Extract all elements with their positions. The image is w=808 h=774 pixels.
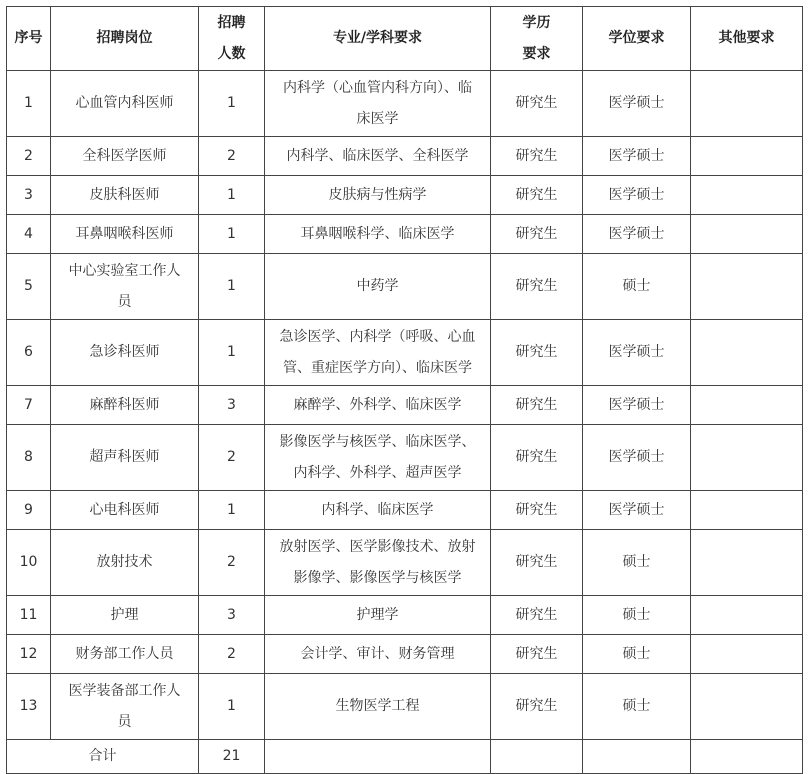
cell-education: 研究生 [491,491,583,530]
table-row [7,215,803,254]
cell-count: 1 [199,320,265,386]
cell-position-line: 财务部工作人员 [75,645,174,662]
cell-position-line: 全科医学医师 [82,147,167,164]
table-row [7,71,803,137]
cell-other [691,425,803,491]
cell-other [691,254,803,320]
cell-position-line: 员 [117,293,132,310]
cell-degree: 医学硕士 [583,386,691,425]
cell-major [265,320,491,386]
table-row [7,320,803,386]
cell-position [51,386,199,425]
header-major: 专业/学科要求 [265,7,491,71]
cell-major-line: 耳鼻咽喉科学、临床医学 [300,225,455,242]
cell-position [51,491,199,530]
cell-other [691,137,803,176]
cell-count: 1 [199,176,265,215]
cell-major [265,254,491,320]
cell-major [265,215,491,254]
cell-other [691,674,803,740]
cell-major-line: 内科学（心血管内科方向）、临 [283,79,472,96]
cell-no: 4 [7,215,51,254]
cell-other [691,71,803,137]
cell-other [691,215,803,254]
cell-count: 2 [199,530,265,596]
cell-major [265,71,491,137]
cell-major [265,386,491,425]
cell-degree: 医学硕士 [583,491,691,530]
cell-education: 研究生 [491,254,583,320]
cell-degree: 医学硕士 [583,320,691,386]
header-count-line: 招聘 [217,14,246,31]
cell-major-line: 管、重症医学方向）、临床医学 [283,359,472,376]
cell-position [51,320,199,386]
cell-major [265,491,491,530]
cell-degree: 医学硕士 [583,176,691,215]
header-degree: 学位要求 [583,7,691,71]
cell-count: 3 [199,596,265,635]
cell-major-line: 内科学、临床医学、全科医学 [286,147,469,164]
cell-major [265,596,491,635]
cell-major [265,530,491,596]
cell-no: 9 [7,491,51,530]
cell-position [51,176,199,215]
cell-education: 研究生 [491,596,583,635]
cell-major-line: 放射医学、医学影像技术、放射 [279,538,476,555]
cell-degree: 硕士 [583,530,691,596]
table-row [7,596,803,635]
header-education [491,7,583,71]
cell-major-line: 生物医学工程 [335,698,420,714]
total-row [7,740,803,774]
total-count: 21 [199,740,265,774]
cell-degree: 医学硕士 [583,71,691,137]
cell-position-line: 中心实验室工作人 [68,262,181,279]
cell-degree: 医学硕士 [583,137,691,176]
cell-degree: 硕士 [583,674,691,740]
cell-major [265,635,491,674]
cell-other [691,386,803,425]
table-row [7,674,803,740]
cell-major-line: 皮肤病与性病学 [328,186,427,203]
cell-count: 1 [199,215,265,254]
cell-major-line: 床医学 [356,110,399,127]
cell-position-line: 员 [117,713,132,730]
cell-major-line: 中药学 [356,278,399,294]
recruitment-table [6,6,803,774]
cell-no: 13 [7,674,51,740]
header-education-line: 要求 [522,45,551,62]
cell-education: 研究生 [491,176,583,215]
cell-position [51,425,199,491]
cell-education: 研究生 [491,215,583,254]
header-count-line: 人数 [217,45,246,62]
cell-count: 2 [199,137,265,176]
cell-no: 5 [7,254,51,320]
cell-position-line: 心血管内科医师 [75,95,174,111]
cell-other [691,530,803,596]
cell-major-line: 影像学、影像医学与核医学 [293,569,462,586]
cell-position-line: 医学装备部工作人 [68,682,181,699]
table-row [7,635,803,674]
cell-education: 研究生 [491,137,583,176]
cell-other [691,491,803,530]
table-row [7,530,803,596]
cell-no: 2 [7,137,51,176]
cell-position [51,635,199,674]
cell-major-line: 急诊医学、内科学（呼吸、心血 [279,328,476,345]
cell-major-line: 内科学、外科学、超声医学 [293,464,462,481]
header-no: 序号 [7,7,51,71]
cell-no: 12 [7,635,51,674]
total-label: 合计 [7,740,199,774]
cell-major-line: 护理学 [356,606,399,623]
cell-education: 研究生 [491,386,583,425]
table-row [7,176,803,215]
cell-degree: 硕士 [583,254,691,320]
cell-no: 3 [7,176,51,215]
cell-other [691,635,803,674]
table-row [7,425,803,491]
cell-no: 11 [7,596,51,635]
header-other: 其他要求 [691,7,803,71]
cell-major-line: 麻醉学、外科学、临床医学 [293,396,462,413]
cell-position [51,71,199,137]
cell-major [265,176,491,215]
cell-position-line: 心电科医师 [89,501,160,518]
cell-degree: 医学硕士 [583,425,691,491]
cell-education: 研究生 [491,71,583,137]
header-count [199,7,265,71]
cell-no: 6 [7,320,51,386]
cell-other [691,320,803,386]
table-body [7,71,803,740]
cell-position-line: 急诊科医师 [89,344,160,360]
cell-position [51,215,199,254]
cell-count: 3 [199,386,265,425]
cell-major [265,425,491,491]
header-row [7,7,803,71]
cell-count: 1 [199,71,265,137]
cell-other [691,176,803,215]
table-row [7,254,803,320]
cell-position [51,137,199,176]
total-empty-cell [691,740,803,774]
cell-major-line: 会计学、审计、财务管理 [300,645,455,662]
total-empty-cell [491,740,583,774]
cell-education: 研究生 [491,320,583,386]
header-position: 招聘岗位 [51,7,199,71]
cell-education: 研究生 [491,635,583,674]
cell-position [51,254,199,320]
cell-position-line: 超声科医师 [89,449,160,465]
header-education-line: 学历 [522,14,551,31]
cell-major-line: 影像医学与核医学、临床医学、 [279,433,476,450]
cell-position-line: 皮肤科医师 [89,186,160,203]
cell-no: 1 [7,71,51,137]
cell-other [691,596,803,635]
cell-position [51,674,199,740]
cell-education: 研究生 [491,674,583,740]
cell-count: 2 [199,425,265,491]
cell-no: 10 [7,530,51,596]
cell-education: 研究生 [491,530,583,596]
total-empty-cell [265,740,491,774]
cell-major [265,674,491,740]
cell-position-line: 耳鼻咽喉科医师 [75,225,174,242]
cell-count: 1 [199,254,265,320]
cell-degree: 医学硕士 [583,215,691,254]
cell-degree: 硕士 [583,596,691,635]
cell-count: 1 [199,674,265,740]
cell-position-line: 放射技术 [96,554,153,570]
cell-no: 7 [7,386,51,425]
cell-major-line: 内科学、临床医学 [321,501,434,518]
cell-count: 1 [199,491,265,530]
cell-degree: 硕士 [583,635,691,674]
table-row [7,491,803,530]
table-row [7,386,803,425]
cell-education: 研究生 [491,425,583,491]
cell-position-line: 护理 [110,606,139,623]
table-row [7,137,803,176]
cell-position [51,596,199,635]
cell-position [51,530,199,596]
cell-count: 2 [199,635,265,674]
cell-no: 8 [7,425,51,491]
cell-major [265,137,491,176]
total-empty-cell [583,740,691,774]
cell-position-line: 麻醉科医师 [89,396,160,413]
